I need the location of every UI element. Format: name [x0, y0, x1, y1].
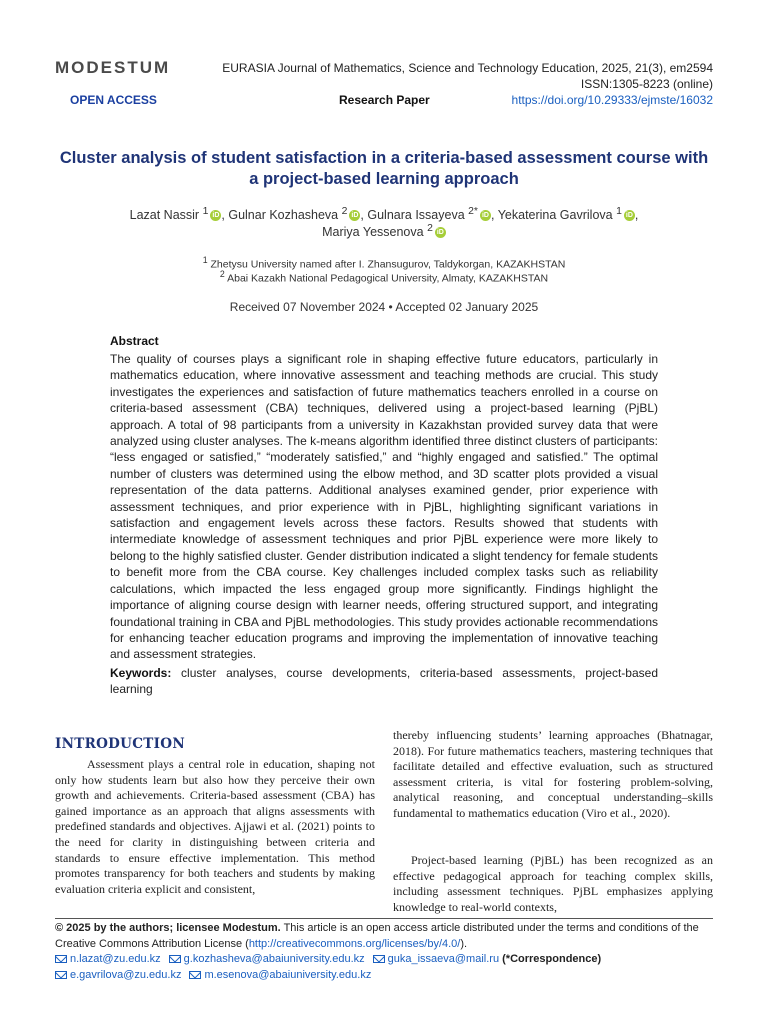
author-name: Gulnar Kozhasheva: [228, 208, 339, 223]
author-name: Mariya Yessenova: [322, 225, 424, 240]
author[interactable]: [322, 225, 446, 239]
keywords-text: cluster analyses, course developments, criteria-based assessments, project-based learning: [110, 666, 658, 697]
author-separator: ,: [360, 208, 368, 223]
paper-type: Research Paper: [339, 93, 430, 107]
affiliation-mark: 2: [341, 206, 348, 217]
body-paragraph: Assessment plays a central role in education, shaping not only how students learn but also how they perceive their own growth and achievements. Criteria-based assessment (CBA) has gained importance as an approach that aligns assessments with predefined standards and objectives. Ajjawi et al. (2021) points to the need for clarity in distinguishing between criteria and standards to ensure effective implementation. This method promotes transparency for both teachers and students by making evaluation criteria explicit and consistent,: [55, 757, 375, 896]
email-link[interactable]: e.gavrilova@zu.edu.kz: [70, 968, 182, 981]
doi-link[interactable]: https://doi.org/10.29333/ejmste/16032: [511, 93, 713, 107]
license-copyright: © 2025 by the authors; licensee Modestum.: [55, 922, 281, 934]
author-separator: ,: [490, 208, 498, 223]
orcid-icon[interactable]: iD: [481, 212, 489, 220]
affiliation-text: Zhetysu University named after I. Zhansugurov, Taldykorgan, KAZAKHSTAN: [210, 258, 566, 271]
journal-citation: EURASIA Journal of Mathematics, Science and Technology Education, 2025, 21(3), em2594: [222, 61, 713, 75]
affiliation-mark: 1: [616, 206, 622, 217]
footer-divider: [55, 918, 713, 919]
abstract-text: The quality of courses plays a significant role in shaping effective future educators, particularly in mathematics education, where innovative assessment and teaching methods are crucial. This study investigates the experiences and satisfaction of future mathematics teachers enrolled in a course on criteria-based assessment (CBA) techniques, delivered using a project-based learning (PjBL) approach. A total of 98 participants from a university in Kazakhstan provided survey data that were analyzed using cluster analyses. The k-means algorithm identified three distinct clusters of participants: “less engaged or satisfied,” “moderately satisfied,” and “highly engaged and satisfied.” The optimal number of clusters was determined using the elbow method, and 3D scatter plots provided a visual representation of the data patterns. Additional analyses examined gender, prior experience with assessment techniques, and prior experience with in PjBL, highlighting significant variations in satisfaction and engagement levels across these factors. Results showed that students with intermediate knowledge of assessment techniques and prior PjBL experience were more likely to belong to the highly satisfied cluster. Gender distribution indicated a slight tendency for female students to benefit more from the CBA course. Key challenges included complex tasks such as reliability calculations, which impacted the less engaged group more significantly. Findings highlight the importance of aligning course design with learner needs, offering structured support, and integrating foundational training in CBA and PjBL methodologies. This study provides actionable recommendations for enhancing teacher education programs and improving the implementation of innovative teaching and assessment strategies.: [110, 352, 658, 662]
orcid-icon[interactable]: iD: [212, 212, 220, 220]
author[interactable]: [130, 208, 229, 222]
email-icon: [189, 971, 201, 979]
author-name: Yekaterina Gavrilova: [497, 208, 613, 223]
publisher-logo: MODESTUM: [55, 58, 171, 77]
affiliation-number: 1: [202, 255, 208, 265]
email-icon: [55, 955, 67, 963]
correspondence-label: (*Correspondence): [502, 953, 602, 965]
author[interactable]: [498, 208, 639, 222]
author-list-line2: [55, 223, 713, 239]
abstract-heading: Abstract: [110, 334, 159, 348]
email-link[interactable]: guka_issaeva@mail.ru: [387, 953, 500, 965]
orcid-icon[interactable]: iD: [625, 212, 633, 220]
author-separator: ,: [221, 208, 229, 223]
email-link[interactable]: g.kozhasheva@abaiuniversity.edu.kz: [183, 953, 365, 965]
affiliation-mark: 2: [427, 223, 433, 234]
keywords: [110, 665, 658, 698]
email-icon: [55, 971, 67, 979]
article-title: Cluster analysis of student satisfaction in a criteria-based assessment course with a project-based learning approach: [59, 149, 709, 188]
affiliation-mark: 1: [202, 206, 209, 217]
author[interactable]: [228, 208, 367, 222]
section-heading: INTRODUCTION: [55, 736, 185, 752]
affiliation-number: 2: [219, 269, 225, 279]
body-paragraph: thereby influencing students’ learning approaches (Bhatnagar, 2018). For future mathematics teachers, mastering techniques that facilitate detailed and effective evaluation, such as structured assessment criteria, is vital for fostering problem-solving, analytical reasoning, and conceptual understanding–skills fundamental to mathematics education (Viro et al., 2020).: [393, 728, 713, 820]
affiliation-text: Abai Kazakh National Pedagogical University, Almaty, KAZAKHSTAN: [227, 272, 549, 285]
author-separator: ,: [634, 208, 639, 223]
license-end: ).: [460, 937, 468, 950]
journal-issn: ISSN:1305-8223 (online): [580, 77, 713, 91]
author[interactable]: [367, 208, 497, 222]
keywords-label: Keywords:: [110, 666, 172, 680]
license-text: This article is an open access article distributed under the terms and conditions of the Creative Commons Attribution License (: [55, 922, 699, 950]
received-accepted-dates: Received 07 November 2024 • Accepted 02 January 2025: [229, 300, 539, 314]
body-paragraph: Project-based learning (PjBL) has been recognized as an effective pedagogical approach for teaching complex skills, including assessment techniques. PjBL emphasizes applying knowledge to real-world contexts,: [393, 853, 713, 914]
email-icon: [169, 955, 181, 963]
email-link[interactable]: m.esenova@abaiuniversity.edu.kz: [204, 968, 372, 981]
author-name: Lazat Nassir: [129, 208, 200, 223]
footer-license: [55, 921, 715, 983]
orcid-icon[interactable]: iD: [436, 229, 444, 237]
email-icon: [373, 955, 385, 963]
author-name: Gulnara Issayeva: [367, 208, 465, 223]
license-link[interactable]: http://creativecommons.org/licenses/by/4.0/: [248, 937, 461, 950]
affiliation-mark: 2*: [468, 206, 478, 217]
author-list: [55, 206, 713, 222]
affiliation: [55, 269, 713, 285]
open-access-label: OPEN ACCESS: [70, 93, 157, 107]
email-link[interactable]: n.lazat@zu.edu.kz: [70, 953, 161, 965]
orcid-icon[interactable]: iD: [351, 212, 359, 220]
